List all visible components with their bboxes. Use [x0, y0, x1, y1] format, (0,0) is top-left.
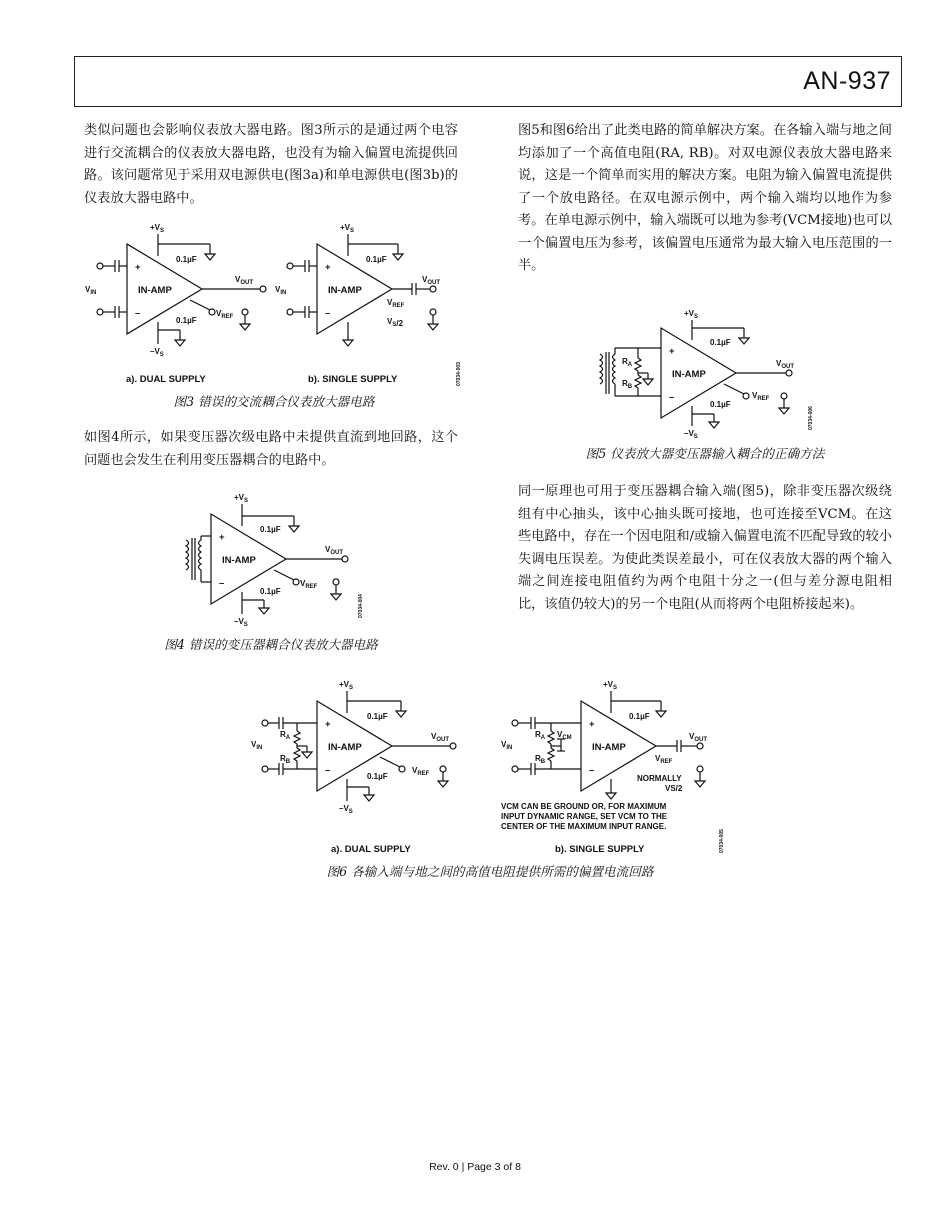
svg-text:+VS: $+V_S$	[340, 223, 355, 234]
minus-sign: –	[135, 308, 141, 319]
amp-label: IN-AMP	[672, 369, 706, 380]
svg-text:VOUT: $V_{OUT}$	[431, 732, 450, 743]
fig6-note-1: VCM CAN BE GROUND OR, FOR MAXIMUM	[501, 802, 667, 811]
fig3a-circuit	[85, 223, 266, 358]
paragraph-3: 图5和图6给出了此类电路的简单解决方案。在各输入端与地之间均添加了一个高值电阻(RA, RB)。对双电源仪表放大器电路来说，这是一个简单而实用的解决方案。电阻为输入偏置电流提供了一个放电路径。在双电源示例中，两个输入端均以地作为参考。在单电源示例中，输入端既可以地为参考(VCM接地)也可以一个偏置电压为参考，该偏置电压通常为最大输入电压范围的一半。	[518, 123, 892, 273]
figure-3-diagram	[80, 218, 470, 390]
vs-half-label: VS/2	[665, 784, 683, 793]
fig6-label-b: b). SINGLE SUPPLY	[555, 844, 645, 855]
svg-text:–VS: $-V_S$	[234, 617, 248, 628]
fig6a-circuit	[251, 680, 456, 815]
fig3-caption: 图3 错误的交流耦合仪表放大器电路	[173, 394, 375, 409]
fig6-note-3: CENTER OF THE MAXIMUM INPUT RANGE.	[501, 822, 667, 831]
svg-text:–VS: $-V_S$	[150, 347, 164, 358]
svg-text:VIN: $V_{IN}$	[251, 740, 263, 751]
svg-text:–VS: $-V_S$	[684, 429, 698, 440]
svg-text:VOUT: $V_{OUT}$	[422, 275, 441, 286]
svg-text:RB: $R_B$	[622, 379, 633, 390]
fig3-label-a: a). DUAL SUPPLY	[126, 374, 206, 385]
svg-text:VOUT: $V_{OUT}$	[689, 732, 708, 743]
svg-text:VOUT: $V_{OUT}$	[776, 359, 795, 370]
svg-text:VIN: $V_{IN}$	[501, 740, 513, 751]
minus-sign: –	[325, 765, 331, 776]
plus-sign: +	[135, 262, 141, 273]
minus-sign: –	[669, 392, 675, 403]
fig6-caption: 图6 各输入端与地之间的高值电阻提供所需的偏置电流回路	[326, 864, 654, 879]
page-footer: Rev. 0 | Page 3 of 8	[429, 1161, 521, 1173]
svg-text:RB: $R_B$	[535, 754, 546, 765]
paragraph-4: 同一原理也可用于变压器耦合输入端(图5)，除非变压器次级绕组有中心抽头，该中心抽头既可接地，也可连接至VCM。在这些电路中，存在一个因电阻和/或输入偏置电流不匹配导致的较小失调电压误差。为使此类误差最小，可在仪表放大器的两个输入端之间连接电阻值约为两个电阻十分之一(但与差分源电阻相比，该值仍较大)的另一个电阻(从而将两个电阻桥接起来)。	[518, 484, 892, 612]
svg-text:VREF: $V_{REF}$	[655, 754, 673, 765]
cap-label: 0.1µF	[176, 255, 197, 264]
cap-label: 0.1µF	[367, 712, 388, 721]
fig6-code: 07034-005	[719, 829, 725, 853]
cap-label: 0.1µF	[710, 338, 731, 347]
svg-text:+VS: $+V_S$	[603, 680, 618, 691]
amp-label: IN-AMP	[328, 742, 362, 753]
cap-label: 0.1µF	[367, 772, 388, 781]
fig3-label-b: b). SINGLE SUPPLY	[308, 374, 398, 385]
plus-sign: +	[669, 346, 675, 357]
fig6-note-2: INPUT DYNAMIC RANGE, SET VCM TO THE	[501, 812, 668, 821]
minus-sign: –	[219, 578, 225, 589]
svg-text:+VS: $+V_S$	[150, 223, 165, 234]
svg-text:RA: $R_A$	[280, 730, 291, 741]
figure-5-diagram	[590, 308, 820, 438]
fig5-caption: 图5 仪表放大器变压器输入耦合的正确方法	[585, 446, 825, 461]
svg-text:VCM: $V_{CM}$	[557, 730, 572, 741]
fig4-caption: 图4 错误的变压器耦合仪表放大器电路	[164, 637, 378, 652]
paragraph-1: 类似问题也会影响仪表放大器电路。图3所示的是通过两个电容进行交流耦合的仪表放大器电路，也没有为输入偏置电流提供回路。该问题常见于采用双电源供电(图3a)和单电源供电(图3b)的仪表放大器电路中。	[84, 123, 458, 206]
document-id: AN-937	[803, 67, 891, 95]
cap-label: 0.1µF	[260, 525, 281, 534]
svg-text:+VS: $+V_S$	[339, 680, 354, 691]
fig4-code: 07034-004	[358, 594, 364, 618]
svg-text:VREF: $V_{REF}$	[300, 579, 318, 590]
amp-label: IN-AMP	[138, 285, 172, 296]
cap-label: 0.1µF	[260, 587, 281, 596]
plus-sign: +	[589, 719, 595, 730]
svg-text:VREF: $V_{REF}$	[412, 766, 430, 777]
svg-text:VOUT: $V_{OUT}$	[325, 545, 344, 556]
cap-label: 0.1µF	[366, 255, 387, 264]
normally-label: NORMALLY	[637, 774, 682, 783]
page-header	[74, 56, 902, 107]
plus-sign: +	[325, 719, 331, 730]
svg-text:VIN: $V_{IN}$	[85, 285, 97, 296]
svg-text:VIN: $V_{IN}$	[275, 285, 287, 296]
cap-label: 0.1µF	[629, 712, 650, 721]
svg-text:+VS: $+V_S$	[684, 309, 699, 320]
amp-label: IN-AMP	[328, 285, 362, 296]
figure-4-diagram	[170, 488, 370, 628]
svg-text:RA: $R_A$	[535, 730, 546, 741]
svg-text:VREF: $V_{REF}$	[752, 391, 770, 402]
plus-sign: +	[219, 532, 225, 543]
svg-text:VREF: $V_{REF}$	[387, 298, 405, 309]
svg-text:+VS: $+V_S$	[234, 493, 249, 504]
svg-text:RB: $R_B$	[280, 754, 291, 765]
svg-text:RA: $R_A$	[622, 357, 633, 368]
svg-text:VS/2: $V_S/2$	[387, 317, 404, 328]
svg-text:VREF: $V_{REF}$	[216, 309, 234, 320]
paragraph-2: 如图4所示，如果变压器次级电路中未提供直流到地回路，这个问题也会发生在利用变压器耦合的电路中。	[84, 430, 458, 468]
figure-6-diagram	[245, 675, 735, 857]
svg-text:–VS: $-V_S$	[339, 804, 353, 815]
amp-label: IN-AMP	[592, 742, 626, 753]
fig5-code: 07034-006	[808, 406, 814, 430]
minus-sign: –	[325, 308, 331, 319]
fig3-code: 07034-003	[456, 362, 462, 386]
amp-label: IN-AMP	[222, 555, 256, 566]
cap-label: 0.1µF	[710, 400, 731, 409]
minus-sign: –	[589, 765, 595, 776]
plus-sign: +	[325, 262, 331, 273]
fig6b-circuit	[501, 680, 707, 831]
fig3b-circuit	[275, 223, 440, 346]
svg-text:VOUT: $V_{OUT}$	[235, 275, 254, 286]
fig6-label-a: a). DUAL SUPPLY	[331, 844, 411, 855]
cap-label: 0.1µF	[176, 316, 197, 325]
